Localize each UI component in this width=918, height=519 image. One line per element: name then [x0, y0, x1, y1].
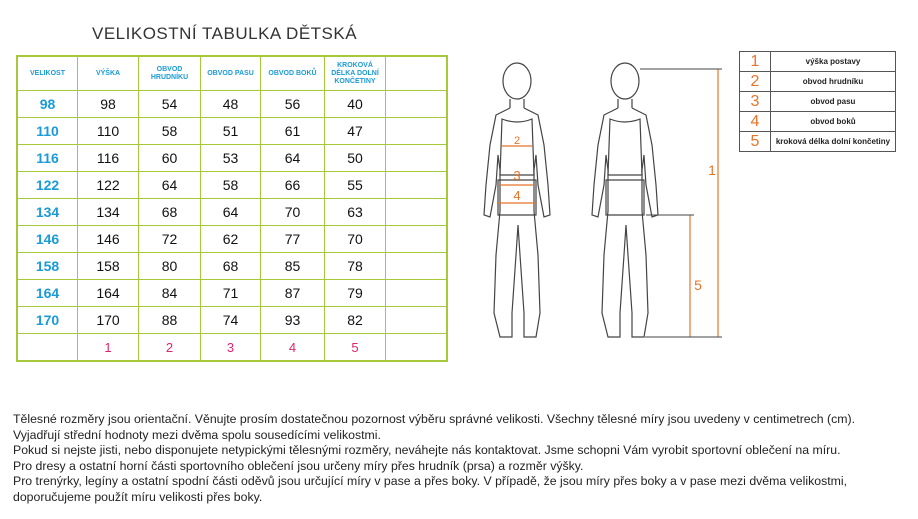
legend-row [740, 132, 896, 152]
table-cell: 146 [78, 226, 139, 253]
table-cell: 58 [201, 172, 261, 199]
empty-cell [386, 226, 448, 253]
table-cell: 64 [201, 199, 261, 226]
empty-cell [386, 307, 448, 334]
table-row [17, 199, 447, 226]
header-inseam: KROKOVÁ DÉLKA DOLNÍ KONČETINY [325, 56, 386, 91]
notes [13, 412, 913, 506]
header-height: VÝŠKA [78, 56, 139, 91]
table-cell: 64 [139, 172, 201, 199]
column-number: 4 [261, 334, 325, 362]
legend-number: 1 [740, 52, 771, 72]
note-2: Vyjadřují střední hodnoty mezi dvěma spolu sousedícími velikostmi. [13, 427, 381, 442]
marker-inseam: 5 [694, 277, 702, 293]
legend-number: 2 [740, 72, 771, 92]
column-number: 1 [78, 334, 139, 362]
table-cell: 85 [261, 253, 325, 280]
table-cell: 74 [201, 307, 261, 334]
size-table [16, 55, 448, 362]
size-cell: 110 [17, 118, 78, 145]
table-cell: 61 [261, 118, 325, 145]
header-size: VELIKOST [17, 56, 78, 91]
note-3: Pokud si nejste jisti, nebo disponujete netypickými tělesnými rozměry, neváhejte nás kontaktovat. Jsme schopni Vám vyrobit sportovní oblečení na míru. [13, 443, 841, 458]
empty-cell [386, 91, 448, 118]
table-cell: 50 [325, 145, 386, 172]
table-row [17, 307, 447, 334]
table-cell: 134 [78, 199, 139, 226]
table-cell: 170 [78, 307, 139, 334]
empty-cell [17, 334, 78, 362]
header-hips: OBVOD BOKŮ [261, 56, 325, 91]
column-number: 5 [325, 334, 386, 362]
empty-cell [386, 280, 448, 307]
table-cell: 48 [201, 91, 261, 118]
table-cell: 71 [201, 280, 261, 307]
table-row [17, 226, 447, 253]
legend-number: 4 [740, 112, 771, 132]
empty-cell [386, 334, 448, 362]
table-cell: 158 [78, 253, 139, 280]
table-cell: 40 [325, 91, 386, 118]
body-measurement-diagram [470, 55, 730, 345]
size-cell: 170 [17, 307, 78, 334]
legend-label: kroková délka dolní končetiny [771, 132, 896, 152]
legend-label: obvod boků [771, 112, 896, 132]
table-cell: 51 [201, 118, 261, 145]
header-waist: OBVOD PASU [201, 56, 261, 91]
legend-label: obvod pasu [771, 92, 896, 112]
table-cell: 82 [325, 307, 386, 334]
page-title: VELIKOSTNÍ TABULKA DĚTSKÁ [92, 24, 358, 43]
table-row [17, 172, 447, 199]
size-cell: 122 [17, 172, 78, 199]
size-cell: 164 [17, 280, 78, 307]
column-number: 2 [139, 334, 201, 362]
table-cell: 80 [139, 253, 201, 280]
table-cell: 98 [78, 91, 139, 118]
table-cell: 88 [139, 307, 201, 334]
table-cell: 66 [261, 172, 325, 199]
table-cell: 77 [261, 226, 325, 253]
header-chest: OBVOD HRUDNÍKU [139, 56, 201, 91]
legend-label: obvod hrudníku [771, 72, 896, 92]
table-cell: 70 [261, 199, 325, 226]
table-cell: 60 [139, 145, 201, 172]
table-row [17, 145, 447, 172]
table-cell: 53 [201, 145, 261, 172]
legend-row [740, 52, 896, 72]
marker-chest: 2 [513, 135, 521, 147]
table-cell: 116 [78, 145, 139, 172]
table-cell: 110 [78, 118, 139, 145]
table-cell: 87 [261, 280, 325, 307]
legend-row [740, 112, 896, 132]
legend-number: 5 [740, 132, 771, 152]
empty-cell [386, 118, 448, 145]
size-cell: 146 [17, 226, 78, 253]
empty-cell [386, 145, 448, 172]
table-row [17, 280, 447, 307]
table-cell: 64 [261, 145, 325, 172]
table-header-row [17, 56, 447, 91]
table-cell: 79 [325, 280, 386, 307]
empty-cell [386, 172, 448, 199]
header-empty [386, 56, 448, 91]
table-row [17, 118, 447, 145]
column-number: 3 [201, 334, 261, 362]
size-cell: 116 [17, 145, 78, 172]
note-5: Pro trenýrky, legíny a ostatní spodní části oděvů jsou určující míry v pase a přes boky. V případě, že jsou míry přes boky a v pase mezi dvěma velikostmi, doporučujeme použít míru velikosti přes boky. [13, 474, 848, 504]
legend-table [739, 51, 896, 152]
column-number-row [17, 334, 447, 362]
table-cell: 55 [325, 172, 386, 199]
table-cell: 68 [139, 199, 201, 226]
table-cell: 63 [325, 199, 386, 226]
legend-label: výška postavy [771, 52, 896, 72]
size-cell: 158 [17, 253, 78, 280]
table-cell: 93 [261, 307, 325, 334]
table-cell: 78 [325, 253, 386, 280]
legend-number: 3 [740, 92, 771, 112]
guide-lines [640, 69, 722, 337]
body-figures [470, 55, 730, 350]
table-row [17, 91, 447, 118]
table-cell: 84 [139, 280, 201, 307]
table-cell: 54 [139, 91, 201, 118]
marker-hips: 4 [513, 188, 521, 203]
marker-height: 1 [708, 162, 716, 178]
note-4: Pro dresy a ostatní horní části sportovního oblečení jsou určeny míry přes hrudník (prsa) a rozměr výšky. [13, 458, 584, 473]
table-row [17, 253, 447, 280]
table-cell: 47 [325, 118, 386, 145]
table-cell: 56 [261, 91, 325, 118]
table-cell: 72 [139, 226, 201, 253]
table-cell: 68 [201, 253, 261, 280]
marker-waist: 3 [513, 168, 521, 183]
size-cell: 98 [17, 91, 78, 118]
legend-row [740, 92, 896, 112]
empty-cell [386, 253, 448, 280]
table-cell: 122 [78, 172, 139, 199]
empty-cell [386, 199, 448, 226]
note-1: Tělesné rozměry jsou orientační. Věnujte prosím dostatečnou pozornost výběru správné velikosti. Všechny tělesné míry jsou uvedeny v centimetrech (cm). [13, 412, 856, 426]
table-cell: 164 [78, 280, 139, 307]
table-cell: 58 [139, 118, 201, 145]
back-figure [592, 63, 658, 337]
legend-row [740, 72, 896, 92]
table-cell: 70 [325, 226, 386, 253]
table-cell: 62 [201, 226, 261, 253]
size-cell: 134 [17, 199, 78, 226]
